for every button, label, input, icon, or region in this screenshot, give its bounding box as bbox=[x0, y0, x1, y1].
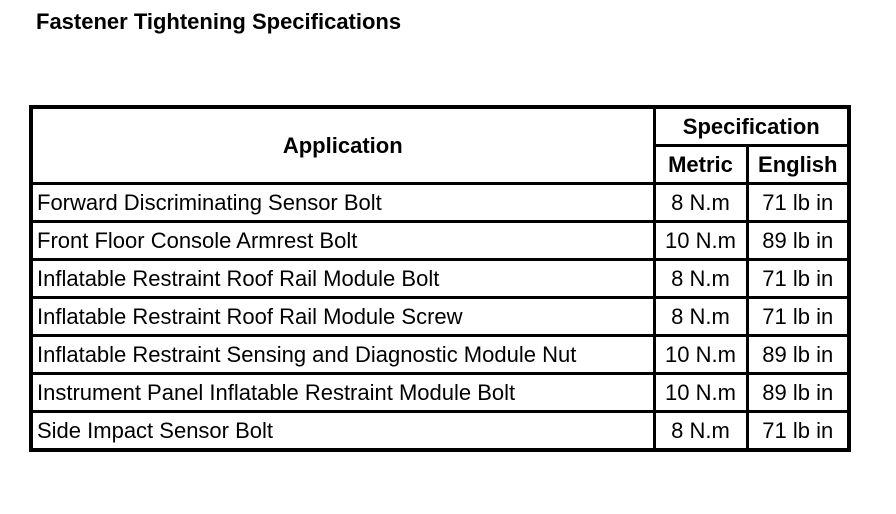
table-row bbox=[31, 260, 849, 298]
cell-english: 71 lb in bbox=[747, 184, 849, 222]
cell-english: 89 lb in bbox=[747, 374, 849, 412]
column-header-english: English bbox=[747, 146, 849, 184]
cell-metric: 8 N.m bbox=[654, 184, 747, 222]
cell-english: 71 lb in bbox=[747, 298, 849, 336]
cell-application: Inflatable Restraint Sensing and Diagnostic Module Nut bbox=[31, 336, 654, 374]
cell-metric: 10 N.m bbox=[654, 374, 747, 412]
cell-application: Inflatable Restraint Roof Rail Module Screw bbox=[31, 298, 654, 336]
page-title: Fastener Tightening Specifications bbox=[36, 9, 402, 34]
cell-metric: 8 N.m bbox=[654, 412, 747, 451]
column-header-metric: Metric bbox=[654, 146, 747, 184]
table-row bbox=[31, 374, 849, 412]
cell-english: 71 lb in bbox=[747, 260, 849, 298]
table-row bbox=[31, 222, 849, 260]
cell-application: Forward Discriminating Sensor Bolt bbox=[31, 184, 654, 222]
cell-english: 89 lb in bbox=[747, 336, 849, 374]
cell-application: Instrument Panel Inflatable Restraint Module Bolt bbox=[31, 374, 654, 412]
cell-metric: 10 N.m bbox=[654, 336, 747, 374]
column-header-application: Application bbox=[31, 107, 654, 184]
table-row bbox=[31, 412, 849, 451]
table-row bbox=[31, 184, 849, 222]
cell-application: Side Impact Sensor Bolt bbox=[31, 412, 654, 451]
table-header bbox=[31, 107, 849, 184]
fastener-spec-table bbox=[29, 105, 851, 452]
cell-english: 71 lb in bbox=[747, 412, 849, 451]
cell-metric: 10 N.m bbox=[654, 222, 747, 260]
table-body bbox=[31, 184, 849, 451]
cell-application: Front Floor Console Armrest Bolt bbox=[31, 222, 654, 260]
table-row bbox=[31, 336, 849, 374]
cell-application: Inflatable Restraint Roof Rail Module Bolt bbox=[31, 260, 654, 298]
column-header-specification: Specification bbox=[654, 107, 849, 146]
cell-english: 89 lb in bbox=[747, 222, 849, 260]
cell-metric: 8 N.m bbox=[654, 298, 747, 336]
cell-metric: 8 N.m bbox=[654, 260, 747, 298]
table-row bbox=[31, 298, 849, 336]
